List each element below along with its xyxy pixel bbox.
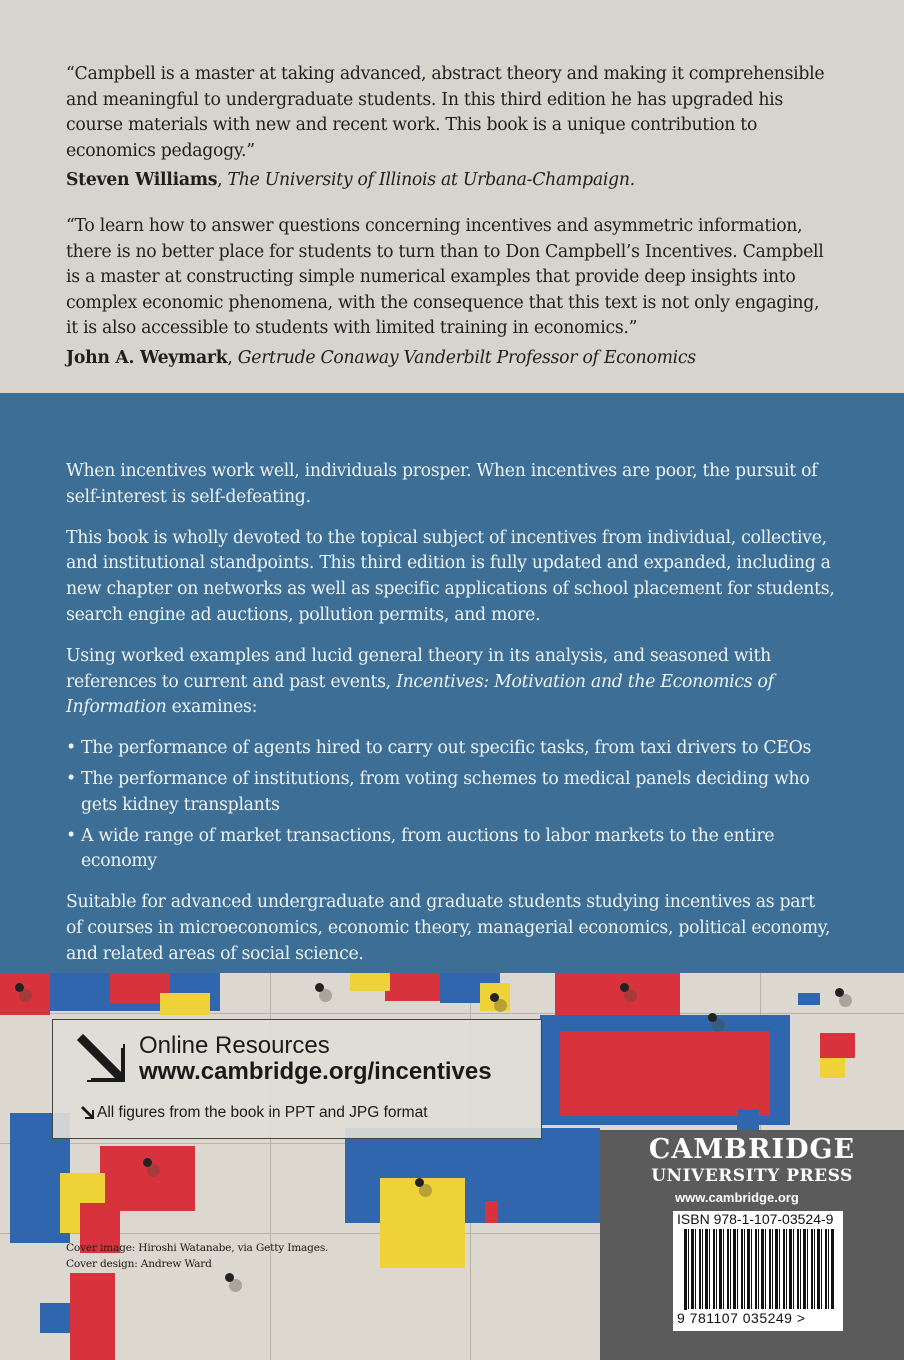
book-title: Incentives: Motivation and the Economics of Information	[66, 671, 774, 718]
publisher-url[interactable]: www.cambridge.org	[675, 1190, 799, 1205]
barcode-bars	[685, 1229, 835, 1309]
resources-note: All figures from the book in PPT and JPG format	[97, 1104, 428, 1121]
description-paragraph-1: When incentives work well, individuals prosper. When incentives are poor, the pursuit of self-interest is self-defeating.	[66, 461, 818, 507]
small-arrow-icon	[81, 1106, 94, 1119]
cover-credits	[66, 1241, 328, 1272]
red-tile	[70, 1273, 115, 1360]
pedestrian	[708, 1013, 717, 1022]
blue-tile	[737, 1110, 759, 1132]
barcode-guard-bar	[684, 1229, 687, 1317]
blue-tile	[798, 993, 820, 1005]
cover-design-credit: Cover design: Andrew Ward	[66, 1257, 212, 1270]
description-panel	[0, 393, 904, 973]
yellow-tile	[380, 1178, 465, 1268]
description-paragraph-3	[66, 644, 836, 721]
isbn-barcode	[673, 1211, 843, 1331]
pedestrian	[15, 983, 24, 992]
quote-affiliation: The University of Illinois at Urbana-Champaign.	[227, 170, 635, 190]
red-tile	[820, 1033, 855, 1058]
quote-attribution: Steven Williams, The University of Illinois at Urbana-Champaign.	[66, 170, 635, 190]
description-paragraph-2: This book is wholly devoted to the topical subject of incentives from individual, collective, and institutional standpoints. This third edition is fully updated and expanded, including a new chapter on networks as well as specific applications of school placement for students, search engine ad auctions, pollution permits, and more.	[66, 527, 835, 625]
arrow-down-right-icon	[77, 1034, 125, 1082]
pedestrian	[620, 983, 629, 992]
publisher-subtitle: UNIVERSITY PRESS	[651, 1166, 853, 1186]
publisher-name: CAMBRIDGE	[648, 1134, 856, 1165]
endorsement-quote-1	[66, 62, 826, 194]
online-resources-title: Online Resources	[139, 1032, 330, 1059]
paragraph-3-lead: Using worked examples and lucid general theory in its analysis, and seasoned with references to current and past events,	[66, 645, 771, 692]
paragraph-3-tail: examines:	[166, 697, 258, 718]
pedestrian	[225, 1273, 234, 1282]
quote-author: Steven Williams	[66, 170, 218, 190]
red-tile	[385, 973, 445, 1001]
barcode-digits: 9 781107 035249 >	[677, 1310, 806, 1326]
pedestrian	[835, 988, 844, 997]
yellow-tile	[820, 1058, 845, 1078]
quote-affiliation: Gertrude Conaway Vanderbilt Professor of Economics	[237, 347, 696, 368]
red-tile	[560, 1031, 770, 1116]
pedestrian	[315, 983, 324, 992]
pavement-line	[0, 1013, 904, 1014]
quote-text: “To learn how to answer questions concerning incentives and asymmetric information, there is no better place for students to turn than to Don Campbell’s Incentives. Campbell is a master at constructing simple numerical examples that provide deep insights into complex economic phenomena, with the consequence that this text is not only engaging, it is also accessible to students with limited training in economics.”	[66, 216, 824, 338]
blue-tile	[40, 1303, 70, 1333]
quote-author: John A. Weymark	[66, 347, 228, 368]
isbn-label: ISBN 978-1-107-03524-9	[677, 1211, 834, 1227]
cover-image-credit: Cover image: Hiroshi Watanabe, via Getty Images.	[66, 1242, 329, 1254]
red-tile	[485, 1201, 498, 1223]
bullet-item: • A wide range of market transactions, from auctions to labor markets to the entire economy	[66, 824, 836, 876]
red-tile	[0, 973, 50, 1015]
resources-url-link[interactable]: www.cambridge.org/incentives	[139, 1058, 492, 1085]
quote-text: “Campbell is a master at taking advanced, abstract theory and making it comprehensible and meaningful to undergraduate students. In this third edition he has upgraded his course materials with new and recent work. This book is a unique contribution to economics pedagogy.”	[66, 64, 825, 161]
book-description	[66, 459, 836, 968]
description-paragraph-4: Suitable for advanced undergraduate and graduate students studying incentives as part of courses in microeconomics, economic theory, managerial economics, political economy, and related areas of social science.	[66, 892, 831, 964]
pedestrian	[490, 993, 499, 1002]
yellow-tile	[350, 973, 390, 991]
bullet-item: • The performance of institutions, from voting schemes to medical panels deciding who gets kidney transplants	[66, 767, 836, 819]
bullet-item: • The performance of agents hired to carry out specific tasks, from taxi drivers to CEOs	[66, 736, 836, 762]
endorsements-panel	[0, 0, 904, 393]
red-tile	[683, 1055, 708, 1095]
quote-attribution: John A. Weymark, Gertrude Conaway Vanderbilt Professor of Economics	[66, 347, 696, 368]
endorsement-quote-2	[66, 214, 826, 371]
online-resources-box	[52, 1019, 542, 1139]
yellow-tile	[160, 993, 210, 1015]
red-tile	[100, 1146, 195, 1211]
pedestrian	[143, 1158, 152, 1167]
pedestrian	[415, 1178, 424, 1187]
